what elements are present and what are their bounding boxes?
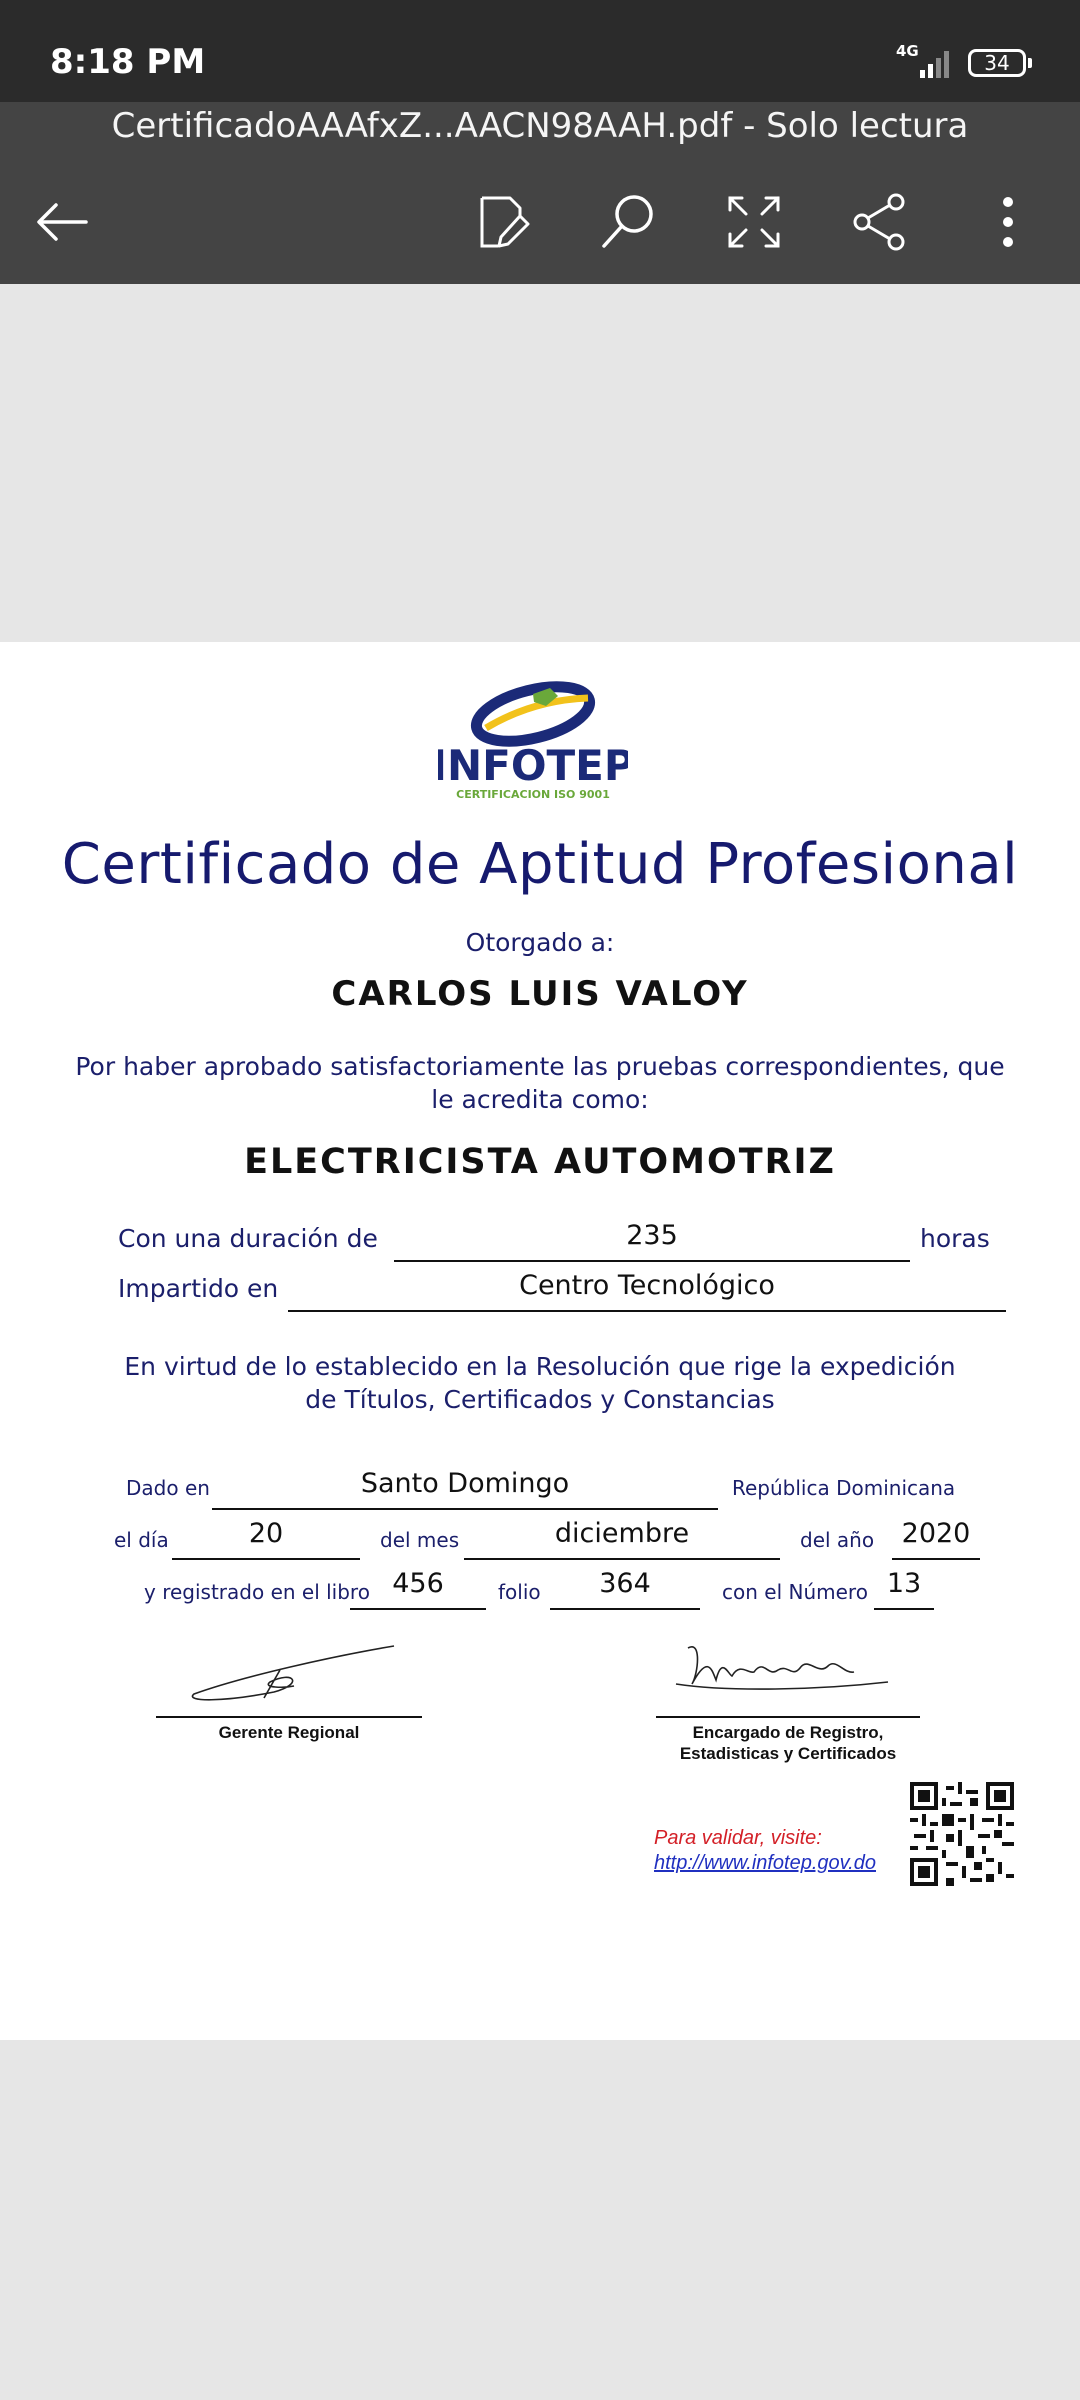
qr-code — [910, 1782, 1014, 1886]
more-options-icon[interactable] — [976, 190, 1040, 254]
status-bar — [0, 0, 1080, 102]
back-arrow-icon[interactable] — [30, 190, 94, 254]
taught-label: Impartido en — [118, 1274, 279, 1303]
recipient-name: CARLOS LUIS VALOY — [331, 974, 749, 1014]
resolution-line-2: de Títulos, Certificados y Constancias — [305, 1385, 775, 1414]
validation-note — [654, 1826, 876, 1876]
country-label: República Dominicana — [732, 1476, 956, 1500]
year-value: 2020 — [892, 1518, 980, 1560]
signer-2-title — [640, 1722, 936, 1764]
duration-unit: horas — [920, 1224, 990, 1253]
validation-text: Para validar, visite: — [654, 1827, 822, 1849]
network-type: 4G — [896, 42, 919, 60]
occupation: ELECTRICISTA AUTOMOTRIZ — [244, 1142, 836, 1182]
month-value: diciembre — [464, 1518, 780, 1560]
granted-to-label: Otorgado a: — [465, 928, 615, 957]
reason-line-1: Por haber aprobado satisfactoriamente las pruebas correspondientes, que — [75, 1052, 1005, 1081]
city-value: Santo Domingo — [212, 1468, 718, 1510]
signature-registrar — [668, 1634, 908, 1714]
signer-1-title: Gerente Regional — [218, 1723, 360, 1742]
status-time: 8:18 PM — [50, 42, 206, 82]
month-label: del mes — [380, 1528, 460, 1552]
signature-line-2 — [656, 1716, 920, 1718]
logo-text: INFOTEP — [438, 741, 628, 790]
day-value: 20 — [172, 1518, 360, 1560]
document-title: CertificadoAAAfxZ...AACN98AAH.pdf - Solo lectura — [111, 106, 969, 146]
book-value: 456 — [350, 1568, 486, 1610]
book-label: y registrado en el libro — [144, 1580, 370, 1604]
folio-value: 364 — [550, 1568, 700, 1610]
pdf-page[interactable] — [0, 642, 1080, 2040]
signature-line-1 — [156, 1716, 422, 1718]
certificate-title: Certificado de Aptitud Profesional — [61, 832, 1019, 897]
pdf-toolbar — [0, 102, 1080, 284]
signature-regional-manager — [184, 1642, 404, 1718]
duration-value: 235 — [394, 1220, 910, 1262]
duration-label: Con una duración de — [118, 1224, 378, 1253]
number-label: con el Número — [722, 1580, 868, 1604]
battery-indicator: 34 — [968, 49, 1026, 77]
resolution-line-1: En virtud de lo establecido en la Resolución que rige la expedición — [124, 1352, 956, 1381]
taught-value: Centro Tecnológico — [288, 1270, 1006, 1312]
validation-link[interactable]: http://www.infotep.gov.do — [654, 1852, 876, 1874]
reason-line-2: le acredita como: — [431, 1085, 649, 1114]
given-in-label: Dado en — [126, 1476, 210, 1500]
resolution-text — [0, 1350, 1080, 1416]
year-label: del año — [800, 1528, 875, 1552]
share-icon[interactable] — [848, 190, 912, 254]
signer-2-line-2: Estadisticas y Certificados — [679, 1744, 897, 1763]
edit-document-icon[interactable] — [470, 190, 534, 254]
signer-2-line-1: Encargado de Registro, — [692, 1723, 884, 1742]
number-value: 13 — [874, 1568, 934, 1610]
folio-label: folio — [498, 1580, 541, 1604]
search-icon[interactable] — [596, 190, 660, 254]
fullscreen-icon[interactable] — [722, 190, 786, 254]
signal-icon — [918, 48, 954, 78]
day-label: el día — [114, 1528, 169, 1552]
logo-tagline: CERTIFICACION ISO 9001 — [456, 788, 610, 800]
infotep-logo — [438, 670, 628, 800]
reason-text — [0, 1050, 1080, 1116]
